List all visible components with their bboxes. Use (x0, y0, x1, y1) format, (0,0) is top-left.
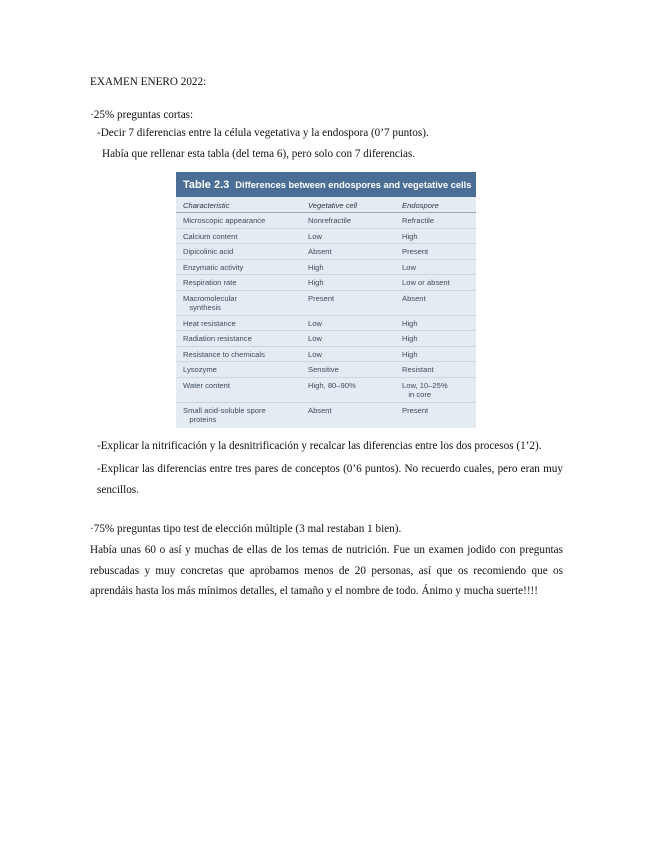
table-figure-number: Table 2.3 (183, 178, 230, 191)
cell-vegetative-cell: Absent (308, 244, 402, 260)
cell-vegetative-cell: Low (308, 331, 402, 347)
table-figure-caption: Differences between endospores and vegetative cells (235, 179, 472, 190)
cell-endospore: Resistant (402, 362, 476, 378)
cell-endospore: High (402, 315, 476, 331)
cell-endospore: High (402, 228, 476, 244)
cell-characteristic: Macromolecular synthesis (176, 290, 308, 315)
table-row (176, 315, 476, 331)
short-question-2: -Explicar la nitrificación y la desnitrificación y recalcar las diferencias entre los dos procesos (1’2). (97, 440, 542, 452)
cell-characteristic: Small acid-soluble spore proteins (183, 405, 266, 424)
cell-endospore: High (402, 331, 476, 347)
table-row (176, 402, 476, 427)
cell-vegetative-cell: High (308, 259, 402, 275)
table-figure (176, 172, 476, 428)
table-row (176, 259, 476, 275)
table-row (176, 213, 476, 229)
cell-endospore: Low or absent (402, 275, 476, 291)
section-test-questions-heading: ·75% preguntas tipo test de elección múltiple (3 mal restaban 1 bien). (90, 523, 402, 535)
table-header-row (176, 197, 476, 213)
cell-characteristic: Enzymatic activity (176, 259, 308, 275)
cell-vegetative-cell: Low (308, 315, 402, 331)
cell-characteristic: Microscopic appearance (176, 213, 308, 229)
cell-vegetative-cell: Low (308, 346, 402, 362)
table-row (176, 290, 476, 315)
table-row (176, 377, 476, 402)
table-row (176, 244, 476, 260)
cell-characteristic: Lysozyme (176, 362, 308, 378)
table-figure-header (176, 172, 476, 197)
cell-vegetative-cell: Present (308, 290, 402, 315)
cell-characteristic: Water content (176, 377, 308, 402)
cell-vegetative-cell: High (308, 275, 402, 291)
section-short-questions-heading: ·25% preguntas cortas: (90, 109, 194, 121)
cell-characteristic: Dipicolinic acid (176, 244, 308, 260)
short-question-1: -Decir 7 diferencias entre la célula vegetativa y la endospora (0’7 puntos). (97, 127, 429, 139)
table-row (176, 228, 476, 244)
cell-vegetative-cell: Nonrefractile (308, 213, 402, 229)
cell-endospore: Low (402, 259, 476, 275)
cell-endospore: Low, 10–25% in core (402, 377, 476, 402)
cell-vegetative-cell: Low (308, 228, 402, 244)
document-title: EXAMEN ENERO 2022: (90, 76, 207, 88)
column-header-vegetative-cell: Vegetative cell (308, 197, 402, 213)
cell-endospore: Refractile (402, 213, 476, 229)
short-question-1-note: Había que rellenar esta tabla (del tema 6), pero solo con 7 diferencias. (102, 148, 416, 160)
cell-endospore: Absent (402, 290, 476, 315)
table-row (176, 275, 476, 291)
table-row (176, 362, 476, 378)
cell-endospore: Present (402, 405, 429, 415)
cell-vegetative-cell: Sensitive (308, 362, 402, 378)
short-question-3: -Explicar las diferencias entre tres pares de conceptos (0’6 puntos). No recuerdo cuales, pero eran muy sencillos. (97, 463, 563, 496)
cell-vegetative-cell: Absent (308, 405, 332, 415)
cell-endospore: Present (402, 244, 476, 260)
cell-endospore: High (402, 346, 476, 362)
cell-vegetative-cell: High, 80–90% (308, 377, 402, 402)
cell-characteristic: Resistance to chemicals (176, 346, 308, 362)
cell-characteristic: Calcium content (176, 228, 308, 244)
section-test-questions-paragraph: Había unas 60 o así y muchas de ellas de los temas de nutrición. Fue un examen jodido con preguntas rebuscadas y muy concretas que aprobamos menos de 20 personas, así que os recomiendo que os aprendáis hasta los más mínimos detalles, el tamaño y el nombre de todo. Ánimo y mucha suerte!!!! (90, 544, 563, 597)
table-row (176, 331, 476, 347)
column-header-endospore: Endospore (402, 197, 476, 213)
column-header-characteristic: Characteristic (176, 197, 308, 213)
cell-characteristic: Heat resistance (176, 315, 308, 331)
cell-characteristic: Respiration rate (176, 275, 308, 291)
table-row (176, 346, 476, 362)
differences-table (176, 197, 476, 427)
cell-characteristic: Radiation resistance (176, 331, 308, 347)
